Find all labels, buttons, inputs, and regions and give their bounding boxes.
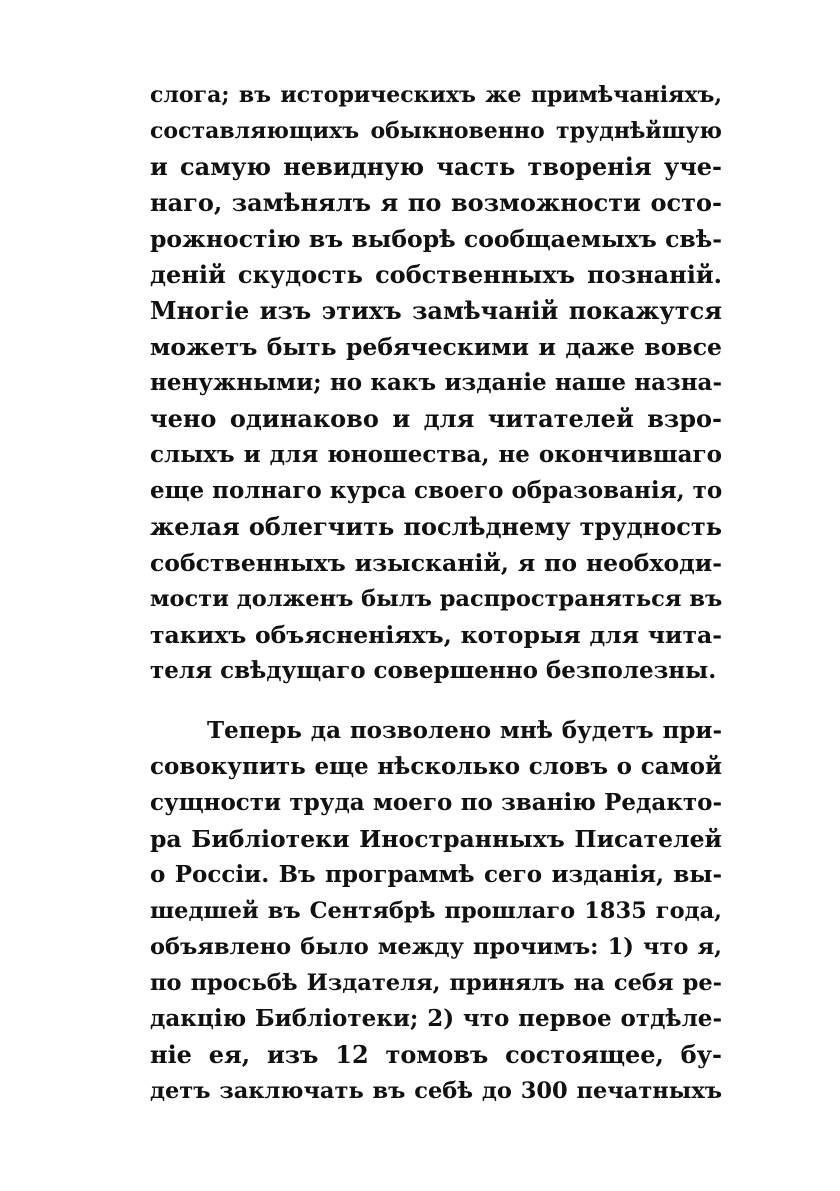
text-line: Теперь да позволено мнѣ будетъ при-: [207, 717, 722, 744]
text-line: совокупить еще нѣсколько словъ о самой: [150, 753, 722, 780]
text-line: составляющихъ обыкновенно труднѣйшую: [150, 118, 722, 144]
text-line: наго, замѣнялъ я по возможности осто-: [150, 188, 722, 217]
text-line: можетъ быть ребяческими и даже вовсе: [150, 333, 722, 361]
text-line: о Россіи. Въ программѣ сего изданія, вы-: [150, 861, 722, 888]
text-line: деній скудость собственныхъ познаній.: [150, 260, 722, 289]
text-line: детъ заключать въ себѣ до 300 печатныхъ: [150, 1078, 722, 1104]
text-line: мости долженъ былъ распространяться въ: [150, 586, 722, 612]
text-line: объявлено было между прочимъ: 1) что я,: [150, 934, 722, 960]
text-line: по просьбѣ Издателя, принялъ на себя ре-: [150, 970, 722, 996]
text-line: ніе ея, изъ 12 томовъ состоящее, бу-: [150, 1040, 722, 1069]
text-line: Многіе изъ этихъ замѣчаній покажутся: [150, 296, 722, 325]
text-line: собственныхъ изысканій, я по необходи-: [150, 549, 722, 577]
text-line: сущности труда моего по званію Редакто-: [150, 789, 722, 816]
text-line: ра Библіотеки Иностранныхъ Писателей: [150, 825, 722, 853]
text-line: желая облегчить послѣднему трудность: [150, 512, 722, 541]
text-line: чено одинаково и для читателей взро-: [150, 404, 722, 433]
text-line: рожностію въ выборѣ сообщаемыхъ свѣ-: [150, 225, 722, 253]
text-line: дакцію Библіотеки; 2) что первое отдѣле-: [150, 1005, 722, 1032]
text-line: шедшей въ Сентябрѣ прошлаго 1835 года,: [150, 898, 722, 924]
text-line: слога; въ историческихъ же примѣчаніяхъ,: [150, 82, 722, 108]
text-line: такихъ объясненіяхъ, которыя для чита-: [150, 621, 722, 649]
text-line: слыхъ и для юношества, не окончившаго: [150, 441, 722, 468]
text-line: ненужными; но какъ изданіе наше назна-: [150, 369, 722, 396]
text-line: и самую невидную часть творенія уче-: [150, 152, 722, 181]
text-line: теля свѣдущаго совершенно безполезны.: [150, 657, 717, 684]
text-line: еще полнаго курса своего образованія, то: [150, 477, 722, 504]
